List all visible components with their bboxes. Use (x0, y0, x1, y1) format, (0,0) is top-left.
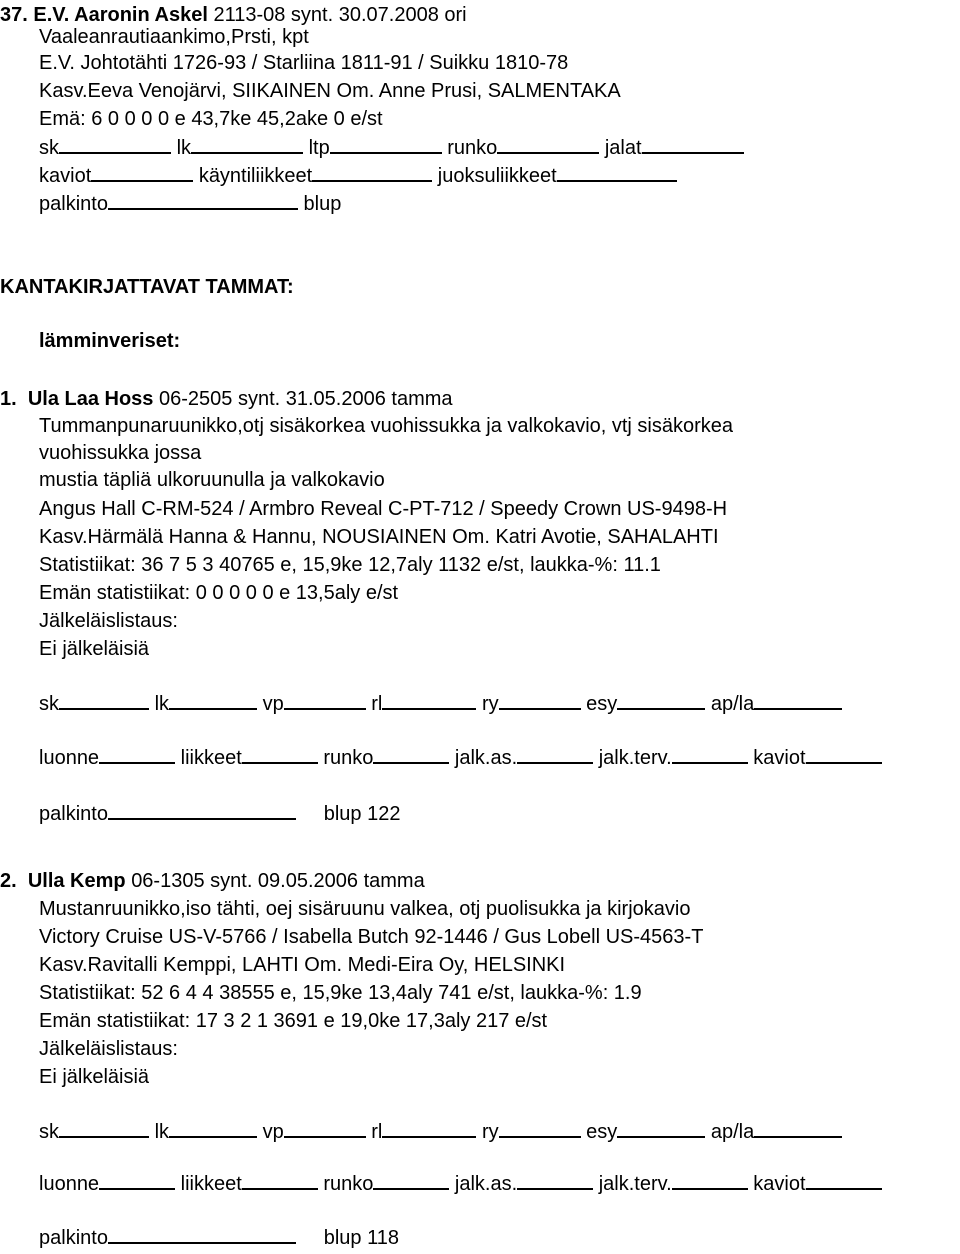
registration-birth: 06-1305 synt. 09.05.2006 tamma (131, 870, 425, 892)
eval-label: esy (586, 1121, 618, 1143)
entry-number: 37. (0, 4, 28, 26)
evaluation-row (39, 1224, 399, 1251)
eval-label: palkinto (39, 803, 108, 825)
dam-stats: Emä: 6 0 0 0 0 e 43,7ke 45,2ake 0 e/st (39, 108, 383, 130)
registration-birth: 06-2505 synt. 31.05.2006 tamma (158, 388, 453, 410)
race-stats: Statistiikat: 36 7 5 3 40765 e, 15,9ke 12,7aly 1132 e/st, laukka-%: 11.1 (39, 554, 661, 576)
eval-label: esy (586, 693, 618, 715)
eval-label: vp (262, 693, 284, 715)
eval-label: luonne (39, 1173, 100, 1195)
offspring-label: Jälkeläislistaus: (39, 610, 178, 632)
registration-birth: 2113-08 synt. 30.07.2008 ori (213, 4, 467, 26)
eval-label: blup (303, 193, 342, 215)
eval-label: rl (371, 1121, 383, 1143)
horse-color: vuohissukka jossa (39, 442, 202, 464)
eval-label: jalk.as. (454, 747, 518, 769)
eval-label: kaviot (39, 165, 92, 187)
offspring-label: Jälkeläislistaus: (39, 1038, 178, 1060)
eval-label: sk (39, 1121, 59, 1143)
pedigree: E.V. Johtotähti 1726-93 / Starliina 1811-91 / Suikku 1810-78 (39, 52, 569, 74)
eval-label: runko (447, 137, 498, 159)
eval-label: ap/la (710, 693, 755, 715)
eval-label: jalk.terv. (598, 1173, 672, 1195)
eval-label: ltp (308, 137, 330, 159)
eval-label: ap/la (710, 1121, 755, 1143)
evaluation-row (39, 190, 341, 217)
eval-label: runko (323, 747, 374, 769)
eval-label: vp (262, 1121, 284, 1143)
evaluation-row (39, 162, 677, 189)
horse-color: mustia täpliä ulkoruunulla ja valkokavio (39, 469, 385, 491)
evaluation-row (39, 1170, 882, 1197)
eval-label: sk (39, 693, 59, 715)
eval-label: kaviot (753, 1173, 806, 1195)
eval-label: juoksuliikkeet (437, 165, 557, 187)
evaluation-row (39, 1118, 842, 1145)
eval-label: lk (176, 137, 192, 159)
blup-value: blup 118 (323, 1227, 399, 1249)
eval-label: liikkeet (180, 1173, 242, 1195)
eval-label: luonne (39, 747, 100, 769)
race-stats: Statistiikat: 52 6 4 4 38555 e, 15,9ke 13,4aly 741 e/st, laukka-%: 1.9 (39, 982, 642, 1004)
blup-value: blup 122 (323, 803, 401, 825)
dam-stats: Emän statistiikat: 17 3 2 1 3691 e 19,0ke 17,3aly 217 e/st (39, 1010, 548, 1032)
pedigree: Victory Cruise US-V-5766 / Isabella Butch 92-1446 / Gus Lobell US-4563-T (39, 926, 704, 948)
horse-color: Tummanpunaruunikko,otj sisäkorkea vuohissukka ja valkokavio, vtj sisäkorkea (39, 415, 734, 437)
horse-name: Ula Laa Hoss (27, 388, 154, 410)
eval-label: jalk.as. (454, 1173, 518, 1195)
horse-name: E.V. Aaronin Askel (33, 4, 208, 26)
section-title: KANTAKIRJATTAVAT TAMMAT: (0, 276, 294, 298)
entry-number: 1. (0, 388, 17, 410)
eval-label: jalk.terv. (598, 747, 672, 769)
entry-1-header (0, 386, 453, 412)
horse-color: Mustanruunikko,iso tähti, oej sisäruunu valkea, otj puolisukka ja kirjokavio (39, 898, 691, 920)
eval-label: käyntiliikkeet (198, 165, 313, 187)
dam-stats: Emän statistiikat: 0 0 0 0 0 e 13,5aly e/st (39, 582, 399, 604)
horse-name: Ulla Kemp (27, 870, 126, 892)
subsection-title: lämminveriset: (39, 330, 181, 352)
pedigree: Angus Hall C-RM-524 / Armbro Reveal C-PT-712 / Speedy Crown US-9498-H (39, 498, 728, 520)
eval-label: rl (371, 693, 383, 715)
evaluation-row (39, 800, 400, 827)
eval-label: runko (323, 1173, 374, 1195)
breeder-owner: Kasv.Härmälä Hanna & Hannu, NOUSIAINEN Om. Katri Avotie, SAHALAHTI (39, 526, 719, 548)
breeder-owner: Kasv.Ravitalli Kemppi, LAHTI Om. Medi-Eira Oy, HELSINKI (39, 954, 566, 976)
eval-label: ry (481, 693, 499, 715)
evaluation-row (39, 744, 882, 771)
eval-label: liikkeet (180, 747, 242, 769)
entry-2-header (0, 868, 425, 894)
offspring-list: Ei jälkeläisiä (39, 1066, 150, 1088)
offspring-list: Ei jälkeläisiä (39, 638, 150, 660)
horse-color: Vaaleanrautiaankimo,Prsti, kpt (39, 26, 309, 48)
eval-label: palkinto (39, 1227, 108, 1249)
eval-label: lk (154, 693, 170, 715)
eval-label: jalat (604, 137, 642, 159)
eval-label: ry (481, 1121, 499, 1143)
evaluation-row (39, 690, 842, 717)
eval-label: kaviot (753, 747, 806, 769)
eval-label: lk (154, 1121, 170, 1143)
entry-number: 2. (0, 870, 17, 892)
evaluation-row (39, 134, 744, 161)
breeder-owner: Kasv.Eeva Venojärvi, SIIKAINEN Om. Anne Prusi, SALMENTAKA (39, 80, 621, 102)
eval-label: palkinto (39, 193, 108, 215)
eval-label: sk (39, 137, 59, 159)
